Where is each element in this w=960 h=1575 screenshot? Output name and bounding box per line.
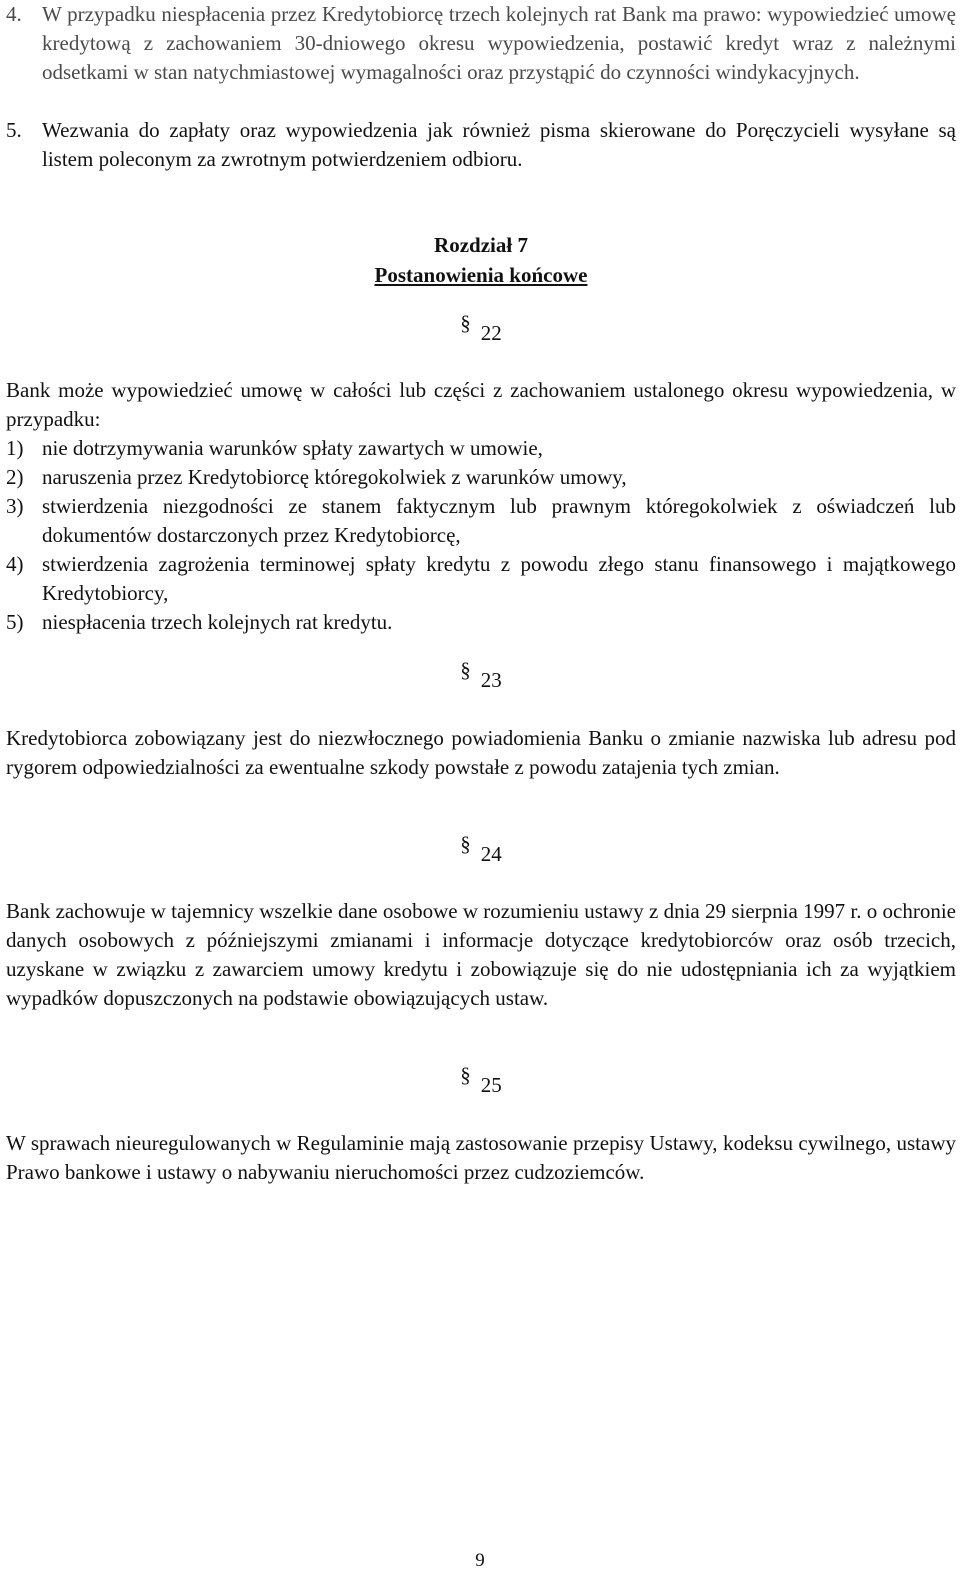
section-24-text: Bank zachowuje w tajemnicy wszelkie dane osobowe w rozumieniu ustawy z dnia 29 sierpnia 1997 r. o ochronie danych osobowych z późniejszymi zmianami i informacje dotyczące kredytobiorców oraz osób trzecich, uzyskane w związku z zawarciem umowy kredytu i zobowiązuje się do nie udostępniania ich za wyjątkiem wypadków dopuszczonych na podstawie obowiązujących ustaw. [6, 899, 956, 1010]
list-item-4 [6, 0, 956, 116]
list-item-text: W przypadku niespłacenia przez Kredytobiorcę trzech kolejnych rat Bank ma prawo: wypowiedzieć umowę kredytową z zachowaniem 30-dniowego okresu wypowiedzenia, postawić kredyt wraz z należnymi odsetkami w stan natychmiastowej wymagalności oraz przystąpić do czynności windykacyjnych. [42, 2, 956, 84]
list-item-number: 3) [6, 494, 24, 518]
list-item-text: naruszenia przez Kredytobiorcę któregokolwiek z warunków umowy, [42, 465, 627, 489]
section-number: 23 [480, 668, 502, 692]
list-item-text: stwierdzenia niezgodności ze stanem faktycznym lub prawnym któregokolwiek z oświadczeń lub dokumentów dostarczonych przez Kredytobiorcę, [42, 494, 956, 547]
section-22-item-5 [6, 608, 956, 637]
list-item-number: 1) [6, 436, 24, 460]
section-22-intro: Bank może wypowiedzieć umowę w całości lub części z zachowaniem ustalonego okresu wypowiedzenia, w przypadku: [6, 378, 956, 431]
list-item-number: 4) [6, 552, 24, 576]
section-number: 25 [480, 1073, 502, 1097]
list-item-text: nie dotrzymywania warunków spłaty zawartych w umowie, [42, 436, 543, 460]
list-item-text: niespłacenia trzech kolejnych rat kredytu. [42, 610, 393, 634]
section-heading-22 [6, 311, 956, 348]
chapter-subtitle: Postanowienia końcowe [374, 263, 588, 287]
section-22-item-3 [6, 492, 956, 550]
section-heading-24 [6, 832, 956, 869]
section-heading-23 [6, 658, 956, 695]
list-item-text: stwierdzenia zagrożenia terminowej spłaty kredytu z powodu złego stanu finansowego i majątkowego Kredytobiorcy, [42, 552, 956, 605]
section-symbol: § [460, 832, 471, 856]
section-25-text: W sprawach nieuregulowanych w Regulaminie mają zastosowanie przepisy Ustawy, kodeksu cywilnego, ustawy Prawo bankowe i ustawy o nabywaniu nieruchomości przez cudzoziemców. [6, 1131, 956, 1184]
list-item-number: 5) [6, 610, 24, 634]
section-23-text: Kredytobiorca zobowiązany jest do niezwłocznego powiadomienia Banku o zmianie nazwiska lub adresu pod rygorem odpowiedzialności za ewentualne szkody powstałe z powodu zatajenia tych zmian. [6, 726, 956, 779]
list-item-number: 2) [6, 465, 24, 489]
section-symbol: § [460, 658, 471, 682]
section-number: 22 [480, 321, 502, 345]
chapter-title: Rozdział 7 [434, 233, 528, 257]
section-22-item-4 [6, 550, 956, 608]
list-item-text: Wezwania do zapłaty oraz wypowiedzenia jak również pisma skierowane do Poręczycieli wysyłane są listem poleconym za zwrotnym potwierdzeniem odbioru. [42, 118, 956, 171]
section-22-item-2 [6, 463, 956, 492]
list-item-number: 4. [6, 2, 22, 26]
section-symbol: § [460, 1063, 471, 1087]
page-number: 9 [475, 1550, 485, 1571]
section-22-body [6, 376, 956, 637]
section-22-item-1 [6, 434, 956, 463]
list-item-5 [6, 116, 956, 174]
list-item-number: 5. [6, 118, 22, 142]
intro-list [6, 0, 956, 174]
section-symbol: § [460, 311, 471, 335]
section-number: 24 [480, 842, 502, 866]
section-heading-25 [6, 1063, 956, 1100]
chapter-subtitle-wrapper [6, 261, 956, 290]
